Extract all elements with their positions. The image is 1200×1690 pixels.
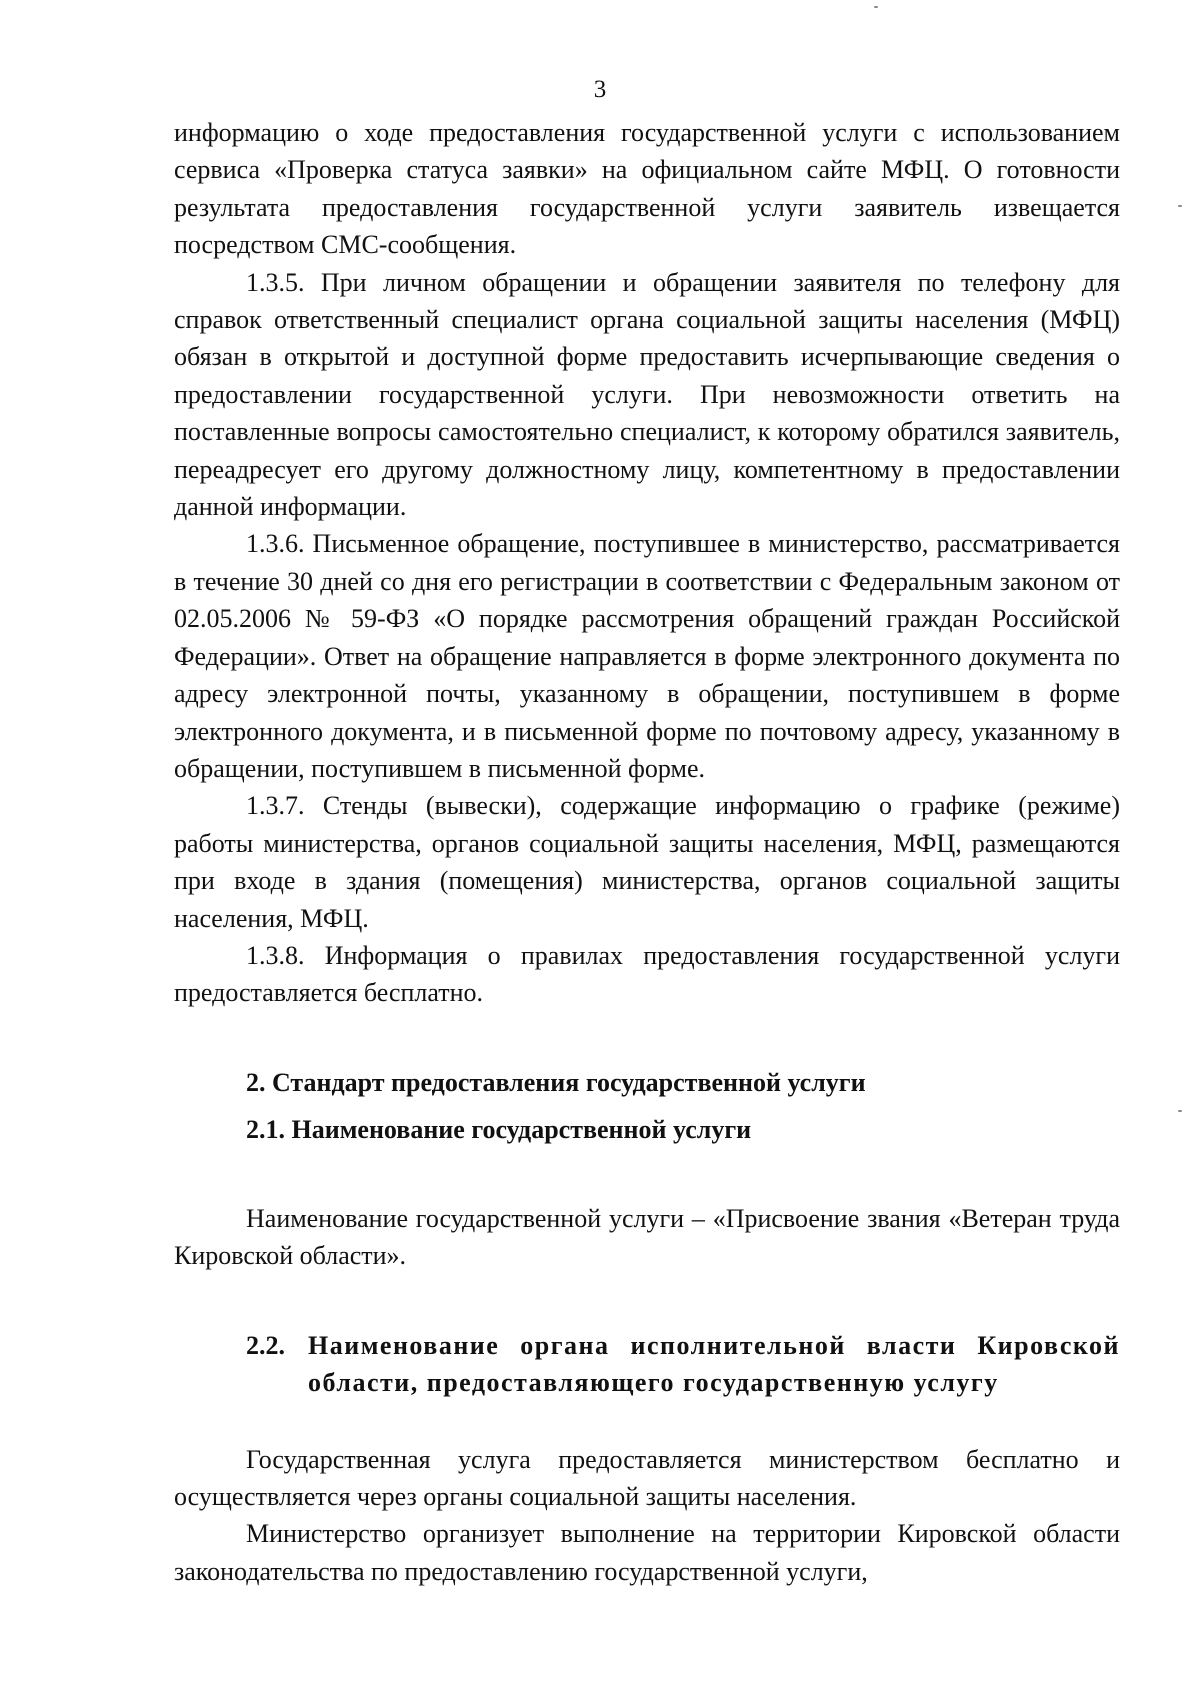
paragraph-1-3-7: 1.3.7. Стенды (вывески), содержащие информацию о графике (режиме) работы министерства, органов социальной защиты населения, МФЦ, размещаются при входе в здания (помещения) министерства, органов социальной защиты населения, МФЦ. xyxy=(174,791,1120,933)
scan-speck xyxy=(1178,1110,1182,1112)
spacer xyxy=(174,1012,1120,1064)
spacer xyxy=(174,1148,1120,1200)
spacer xyxy=(174,1401,1120,1441)
page-number: 3 xyxy=(593,76,607,103)
section-2-1-heading: 2.1. Наименование государственной услуги xyxy=(246,1114,752,1144)
paragraph-2-1-text: Наименование государственной услуги – «Присвоение звания «Ветеран труда Кировской области». xyxy=(174,1203,1120,1271)
section-2-2-number: 2.2. xyxy=(246,1330,285,1360)
paragraph-1-3-5: 1.3.5. При личном обращении и обращении заявителя по телефону для справок ответственный специалист органа социальной защиты населения (МФЦ) обязан в открытой и доступной форме предоставить исчерпывающие сведения о предоставлении государственной услуги. При невозможности ответить на поставленные вопросы самостоятельно специалист, к которому обратился заявитель, переадресует его другому должностному лицу, компетентному в предоставлении данной информации. xyxy=(174,267,1120,522)
spacer xyxy=(174,1275,1120,1327)
section-2-2-heading xyxy=(174,1327,1120,1401)
paragraph-1-3-8: 1.3.8. Информация о правилах предоставления государственной услуги предоставляется бесплатно. xyxy=(174,940,1120,1008)
scan-speck xyxy=(874,6,878,8)
section-2-2-title: Наименование органа исполнительной власти Кировской области, предоставляющего государственную услугу xyxy=(308,1330,1120,1397)
document-body xyxy=(174,114,1120,1590)
paragraph-continuation: информацию о ходе предоставления государственной услуги с использованием сервиса «Проверка статуса заявки» на официальном сайте МФЦ. О готовности результата предоставления государственной услуги заявитель извещается посредством СМС-сообщения. xyxy=(174,118,1120,260)
paragraph-1-3-6: 1.3.6. Письменное обращение, поступившее в министерство, рассматривается в течение 30 дней со дня его регистрации в соответствии с Федеральным законом от 02.05.2006 № 59-ФЗ «О порядке рассмотрения обращений граждан Российской Федерации». Ответ на обращение направляется в форме электронного документа по адресу электронной почты, указанному в обращении, поступившем в форме электронного документа, и в письменной форме по почтовому адресу, указанному в обращении, поступившем в письменной форме. xyxy=(174,529,1120,783)
paragraph-2-2-2: Министерство организует выполнение на территории Кировской области законодательства по предоставлению государственной услуги, xyxy=(174,1519,1120,1586)
paragraph-2-2-1: Государственная услуга предоставляется министерством бесплатно и осуществляется через органы социальной защиты населения. xyxy=(174,1444,1120,1511)
section-2-heading: 2. Стандарт предоставления государственной услуги xyxy=(246,1067,866,1097)
spacer xyxy=(174,1101,1120,1111)
scan-speck xyxy=(1178,205,1182,207)
